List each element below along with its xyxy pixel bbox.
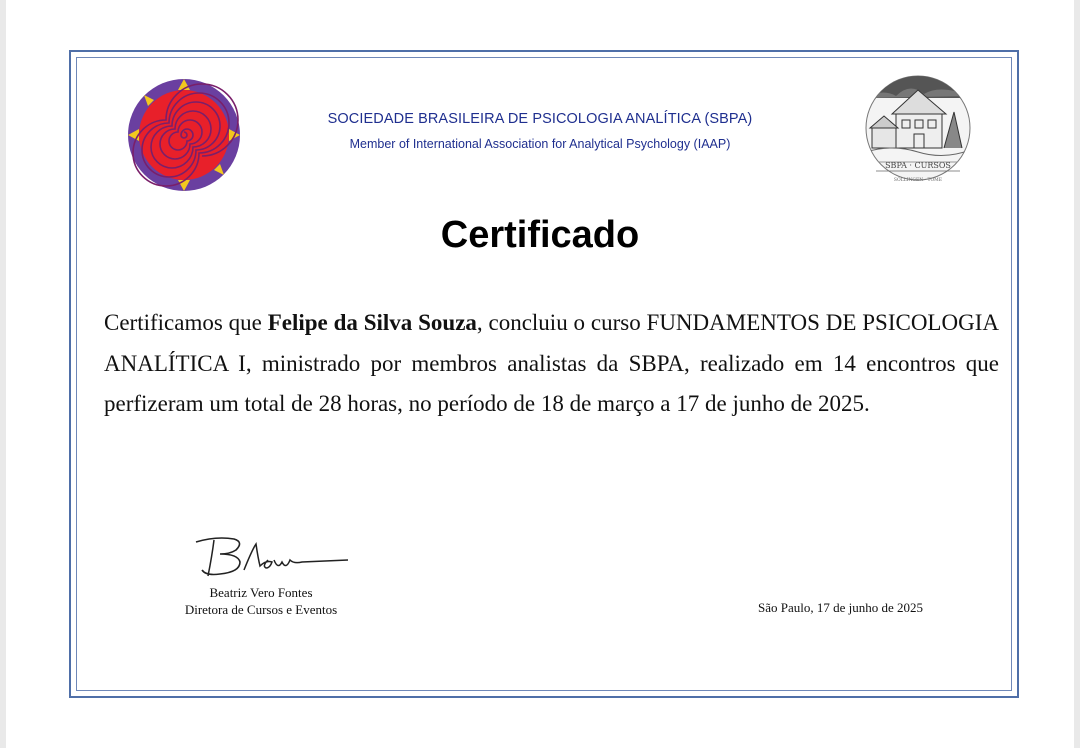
organization-affiliation: Member of International Association for Analytical Psychology (IAAP) xyxy=(349,137,731,151)
recipient-name: Felipe da Silva Souza xyxy=(267,310,477,335)
certificate-intro: Certificamos que xyxy=(104,310,268,335)
handwritten-signature xyxy=(186,530,356,586)
certificate-title: Certificado xyxy=(440,214,640,256)
organization-name: SOCIEDADE BRASILEIRA DE PSICOLOGIA ANALÍTICA (SBPA) xyxy=(327,111,753,127)
signatory-name: Beatriz Vero Fontes xyxy=(209,585,313,600)
logo-caption: SBPA · CURSOS xyxy=(885,161,951,170)
certificate-body xyxy=(104,303,999,425)
logo-subcaption: SOLLINGEN · TOME xyxy=(893,178,943,183)
place-and-date: São Paulo, 17 de junho de 2025 xyxy=(758,600,924,615)
signatory-role: Diretora de Cursos e Eventos xyxy=(184,602,338,617)
certificate-statement: , concluiu o curso FUNDAMENTOS DE PSICOLOGIA ANALÍTICA I, ministrado por membros analistas da SBPA, realizado em 14 encontros que perfizeram um total de 28 horas, no período de 18 de março a 17 de junho de 2025. xyxy=(104,310,999,416)
certificate-page xyxy=(6,0,1074,748)
sbpa-cursos-house-logo xyxy=(862,72,974,192)
signatory-block xyxy=(166,584,356,618)
